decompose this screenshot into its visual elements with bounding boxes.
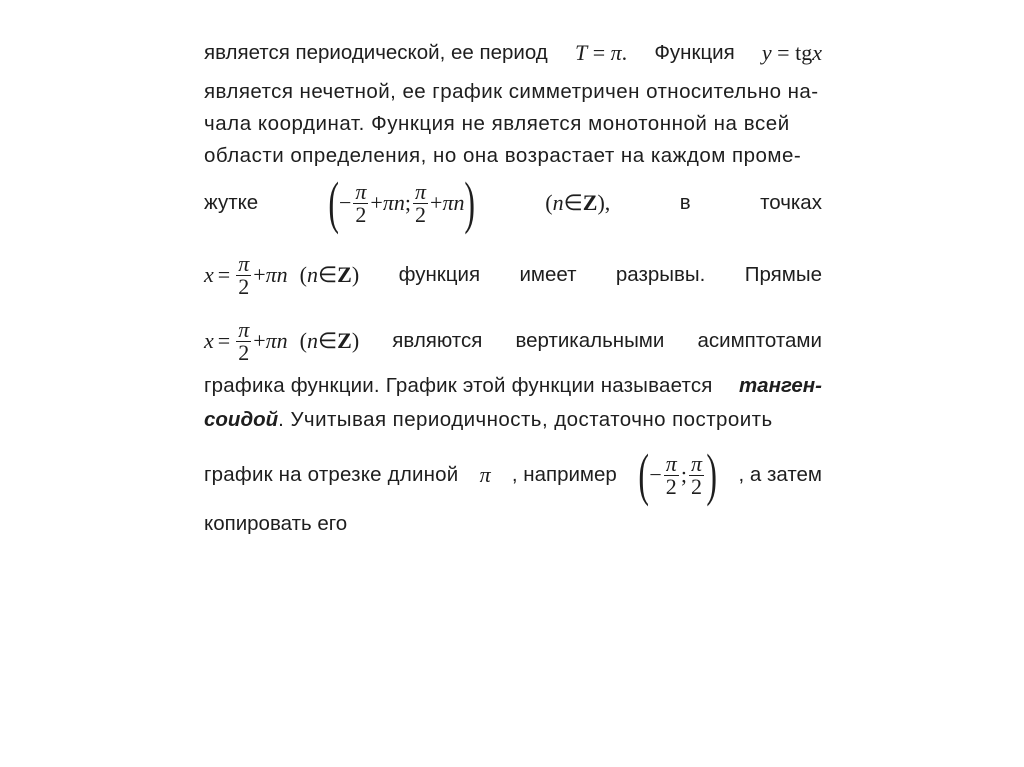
open-paren: ( [545, 190, 553, 215]
symbol-pi: π [610, 40, 622, 65]
symbol-Z: Z [582, 190, 598, 215]
symbol-minus: − [338, 190, 352, 215]
text-line-4 [204, 144, 822, 168]
left-paren: ( [327, 170, 339, 235]
line10-w1: график на отрезке длиной [204, 463, 459, 486]
symbol-in: ∈ [318, 262, 338, 287]
symbol-n: n [552, 190, 564, 215]
fraction-pi-2-a [664, 450, 679, 499]
line7-w1: являются [392, 329, 483, 352]
symbol-n: n [307, 328, 318, 353]
line9-group [204, 408, 773, 432]
symbol-eq2: = [777, 40, 790, 65]
numerator-b: π [690, 450, 702, 476]
denominator-b: 2 [415, 201, 427, 227]
symbol-pin-2: πn [442, 190, 465, 215]
term-tangent-part1: танген- [738, 374, 822, 397]
symbol-T: T [574, 40, 588, 65]
line1-text2: Функция [654, 41, 735, 64]
line10-w2: , например [511, 463, 617, 486]
symbol-pi: π [479, 462, 491, 487]
line6-w3: разрывы. [615, 263, 706, 286]
symbol-in: ∈ [563, 190, 583, 215]
term-tangent-part2: соидой [204, 408, 279, 431]
symbol-in: ∈ [318, 328, 338, 353]
line9-text: . Учитывая периодичность, достаточно построить [278, 408, 773, 431]
period-formula [575, 40, 627, 66]
text-line-11 [204, 512, 822, 536]
numerator-b: π [415, 178, 427, 204]
symbol-Z: Z [337, 328, 352, 353]
fraction-pi-2 [236, 250, 251, 299]
fraction-pi-2-b [413, 178, 428, 227]
numerator: π [238, 316, 250, 342]
symbol-n: n [307, 262, 318, 287]
line11-text: копировать его [204, 512, 348, 535]
fraction-pi-2 [353, 178, 368, 227]
n-in-Z [545, 190, 610, 216]
line6-w1: функция [398, 263, 481, 286]
asymptote-formula [204, 316, 360, 365]
text-line-5 [204, 172, 822, 234]
line3-text: чала координат. Функция не является монотонной на всей [204, 112, 790, 135]
line7-w2: вертикальными [515, 329, 665, 352]
symbol-plus: + [253, 328, 266, 353]
symbol-tg: tg [795, 40, 813, 65]
symbol-semicolon: ; [404, 190, 411, 215]
symbol-pin: πn [265, 262, 288, 287]
symbol-pin: πn [265, 328, 288, 353]
text-line-3 [204, 112, 822, 136]
line4-text: области определения, но она возрастает на каждом проме- [204, 144, 802, 167]
text-line-1 [204, 40, 822, 66]
symbol-plus: + [253, 262, 266, 287]
open-paren: ( [299, 328, 307, 353]
close-paren: ) [351, 262, 360, 287]
fraction-pi-2-b [689, 450, 704, 499]
denominator: 2 [355, 201, 367, 227]
numerator: π [238, 250, 250, 276]
denominator-a: 2 [665, 473, 677, 499]
right-paren: ) [464, 170, 476, 235]
symbol-plus-2: + [430, 190, 443, 215]
line5-word: жутке [204, 191, 259, 214]
line7-w3: асимптотами [697, 329, 822, 352]
close-paren: ), [597, 190, 611, 215]
symbol-x: x [812, 40, 822, 65]
function-formula [762, 40, 822, 66]
line6-w4: Прямые [744, 263, 822, 286]
symbol-semicolon: ; [680, 462, 687, 487]
symbol-eq: = [217, 262, 231, 287]
numerator: π [355, 178, 367, 204]
line1-text: является периодической, ее период [204, 41, 548, 64]
right-paren: ) [706, 442, 717, 507]
text-line-2 [204, 80, 822, 104]
denominator-b: 2 [690, 473, 702, 499]
half-interval-formula [638, 442, 717, 507]
open-paren: ( [299, 262, 307, 287]
denominator: 2 [238, 273, 250, 299]
symbol-minus: − [649, 462, 662, 487]
discontinuity-formula [204, 250, 360, 299]
line5-word3: точках [760, 191, 822, 214]
text-line-10 [204, 444, 822, 506]
symbol-x: x [204, 328, 214, 353]
symbol-Z: Z [337, 262, 352, 287]
fraction-pi-2 [236, 316, 251, 365]
symbol-plus: + [370, 190, 383, 215]
line2-text: является нечетной, ее график симметричен относительно на- [204, 80, 819, 103]
text-line-7 [204, 312, 822, 370]
line5-word2: в [679, 191, 691, 214]
text-line-9 [204, 408, 822, 432]
close-paren: ) [351, 328, 360, 353]
line10-w3: , а затем [738, 463, 822, 486]
text-line-8 [204, 374, 822, 398]
symbol-dot: . [621, 40, 628, 65]
interval-formula [327, 170, 476, 235]
line8-text: графика функции. График этой функции называется [204, 374, 713, 397]
denominator: 2 [238, 339, 250, 365]
numerator-a: π [665, 450, 677, 476]
text-line-6 [204, 246, 822, 304]
left-paren: ( [638, 442, 650, 507]
symbol-pin: πn [382, 190, 405, 215]
symbol-x: x [204, 262, 214, 287]
line6-w2: имеет [519, 263, 577, 286]
symbol-eq: = [217, 328, 231, 353]
symbol-y: y [761, 40, 772, 65]
symbol-eq: = [592, 40, 606, 65]
